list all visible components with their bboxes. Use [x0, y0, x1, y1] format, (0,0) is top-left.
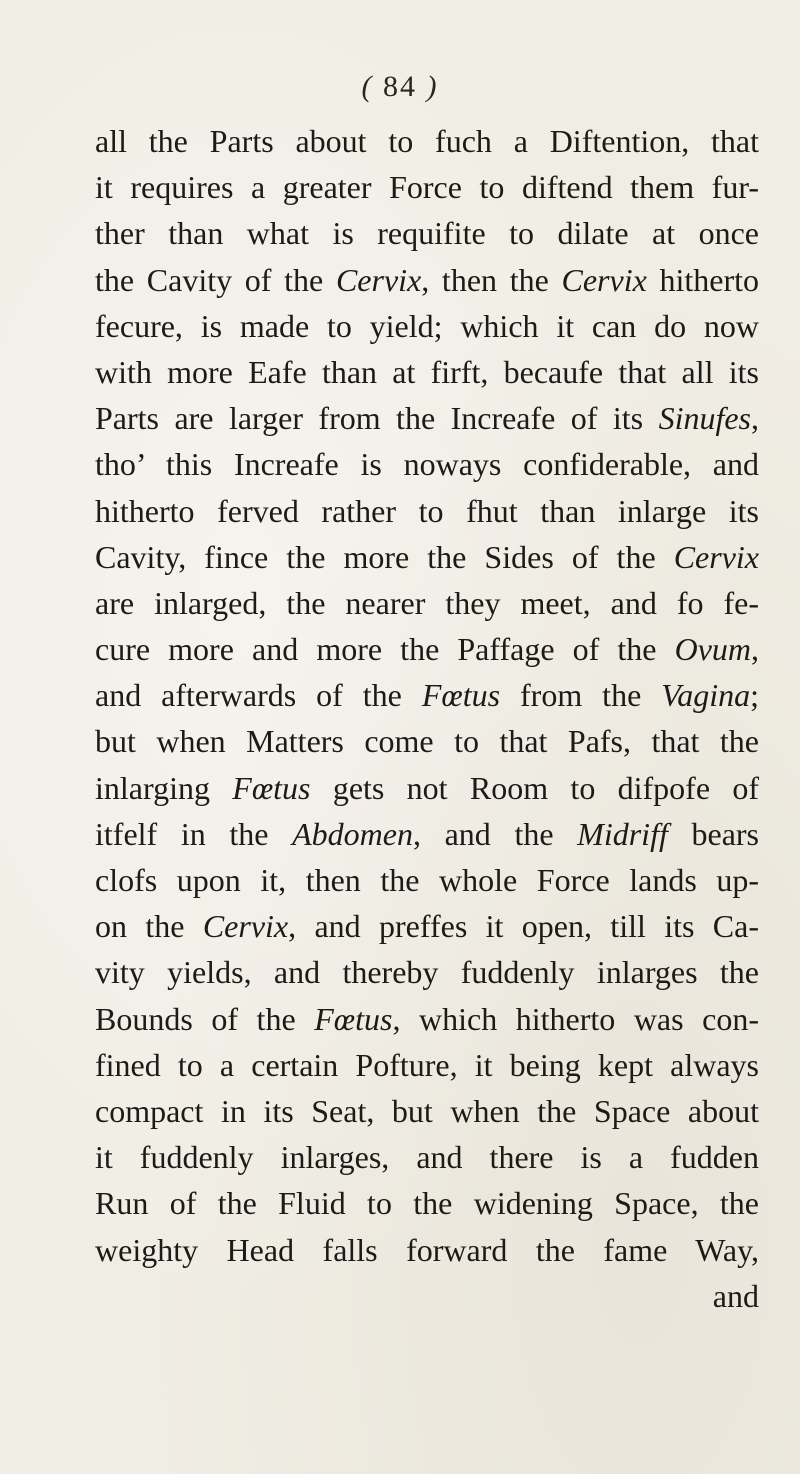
text-line	[95, 210, 759, 256]
text-line	[95, 1273, 759, 1319]
text-segment: Cavity, fince the more the Sides of the	[95, 538, 674, 575]
text-line	[95, 395, 759, 441]
page-number-open-paren: (	[361, 70, 374, 103]
text-segment: weighty Head falls forward the fame Way,	[95, 1231, 759, 1268]
text-segment: ther than what is requifite to dilate at once	[95, 215, 759, 252]
text-line	[95, 580, 759, 626]
text-line	[95, 1134, 759, 1180]
italic-term: Cervix	[561, 261, 647, 298]
text-segment: tho’ this Increafe is noways confiderable, and	[95, 446, 759, 483]
text-segment: Parts are larger from the Increafe of its	[95, 400, 659, 437]
text-segment: , which hitherto was con-	[392, 1000, 760, 1037]
text-line	[95, 949, 759, 995]
italic-term: Vagina	[661, 677, 751, 714]
text-line	[95, 303, 759, 349]
text-line	[95, 534, 759, 580]
text-segment: hitherto ferved rather to fhut than inlarge its	[95, 492, 759, 529]
text-segment: , then the	[421, 261, 562, 298]
text-line	[95, 1088, 759, 1134]
italic-term: Fœtus	[232, 769, 311, 806]
page-number-value: 84	[383, 70, 417, 103]
text-segment: are inlarged, the nearer they meet, and fo fe-	[95, 584, 759, 621]
italic-term: Ovum	[674, 631, 751, 668]
italic-term: Fœtus	[314, 1000, 393, 1037]
text-segment: compact in its Seat, but when the Space about	[95, 1092, 759, 1129]
text-segment: on the	[95, 908, 203, 945]
text-line	[95, 441, 759, 487]
italic-term: Cervix	[202, 908, 289, 945]
text-segment: clofs upon it, then the whole Force lands up-	[95, 862, 759, 898]
text-line	[95, 1042, 759, 1088]
page-number-close-paren: )	[426, 70, 439, 103]
text-line	[95, 811, 759, 857]
text-line	[95, 1227, 759, 1273]
text-segment: ;	[750, 677, 760, 714]
text-line	[95, 718, 759, 764]
text-segment: , and the	[412, 815, 578, 852]
italic-term: Cervix	[335, 261, 422, 298]
body-text	[95, 118, 759, 1319]
text-line	[95, 1180, 759, 1226]
text-segment: with more Eafe than at firft, becaufe that all its	[95, 353, 759, 390]
text-segment: Bounds of the	[95, 1000, 315, 1037]
text-line	[95, 765, 759, 811]
text-line	[95, 488, 759, 534]
text-segment: it fuddenly inlarges, and there is a fudden	[95, 1139, 759, 1176]
text-line	[95, 626, 759, 672]
italic-term: Cervix	[673, 538, 759, 575]
text-line	[95, 257, 759, 303]
text-segment: inlarging	[95, 769, 233, 806]
text-line	[95, 672, 759, 718]
text-line	[95, 903, 759, 949]
text-segment: from the	[500, 677, 662, 714]
page-number	[0, 70, 800, 104]
text-segment: ,	[751, 400, 759, 437]
italic-term: Abdomen	[292, 815, 413, 852]
text-segment: itfelf in the	[95, 815, 293, 852]
text-segment: the Cavity of the	[95, 261, 336, 298]
text-line	[95, 164, 759, 210]
text-segment: and	[712, 1277, 759, 1314]
text-segment: fecure, is made to yield; which it can do now	[95, 307, 759, 344]
text-segment: hitherto	[646, 261, 760, 298]
text-segment: bears	[667, 815, 759, 852]
text-segment: all the Parts about to fuch a Diftention, that	[95, 123, 759, 159]
text-line	[95, 349, 759, 395]
italic-term: Sinufes	[658, 400, 751, 437]
text-line	[95, 996, 759, 1042]
text-segment: Run of the Fluid to the widening Space, the	[95, 1185, 759, 1222]
italic-term: Fœtus	[421, 677, 501, 714]
text-segment: fined to a certain Pofture, it being kept always	[95, 1046, 759, 1083]
text-segment: it requires a greater Force to diftend them fur-	[95, 169, 759, 206]
text-line	[95, 118, 759, 164]
text-segment: and afterwards of the	[95, 677, 422, 714]
text-segment: but when Matters come to that Pafs, that the	[95, 723, 759, 760]
italic-term: Midriff	[577, 815, 668, 852]
text-segment: ,	[751, 631, 759, 668]
text-segment: , and preffes it open, till its Ca-	[288, 908, 760, 945]
text-segment: gets not Room to difpofe of	[310, 769, 759, 806]
text-segment: vity yields, and thereby fuddenly inlarges the	[95, 954, 759, 991]
text-segment: cure more and more the Paffage of the	[95, 631, 675, 668]
text-line	[95, 857, 759, 903]
